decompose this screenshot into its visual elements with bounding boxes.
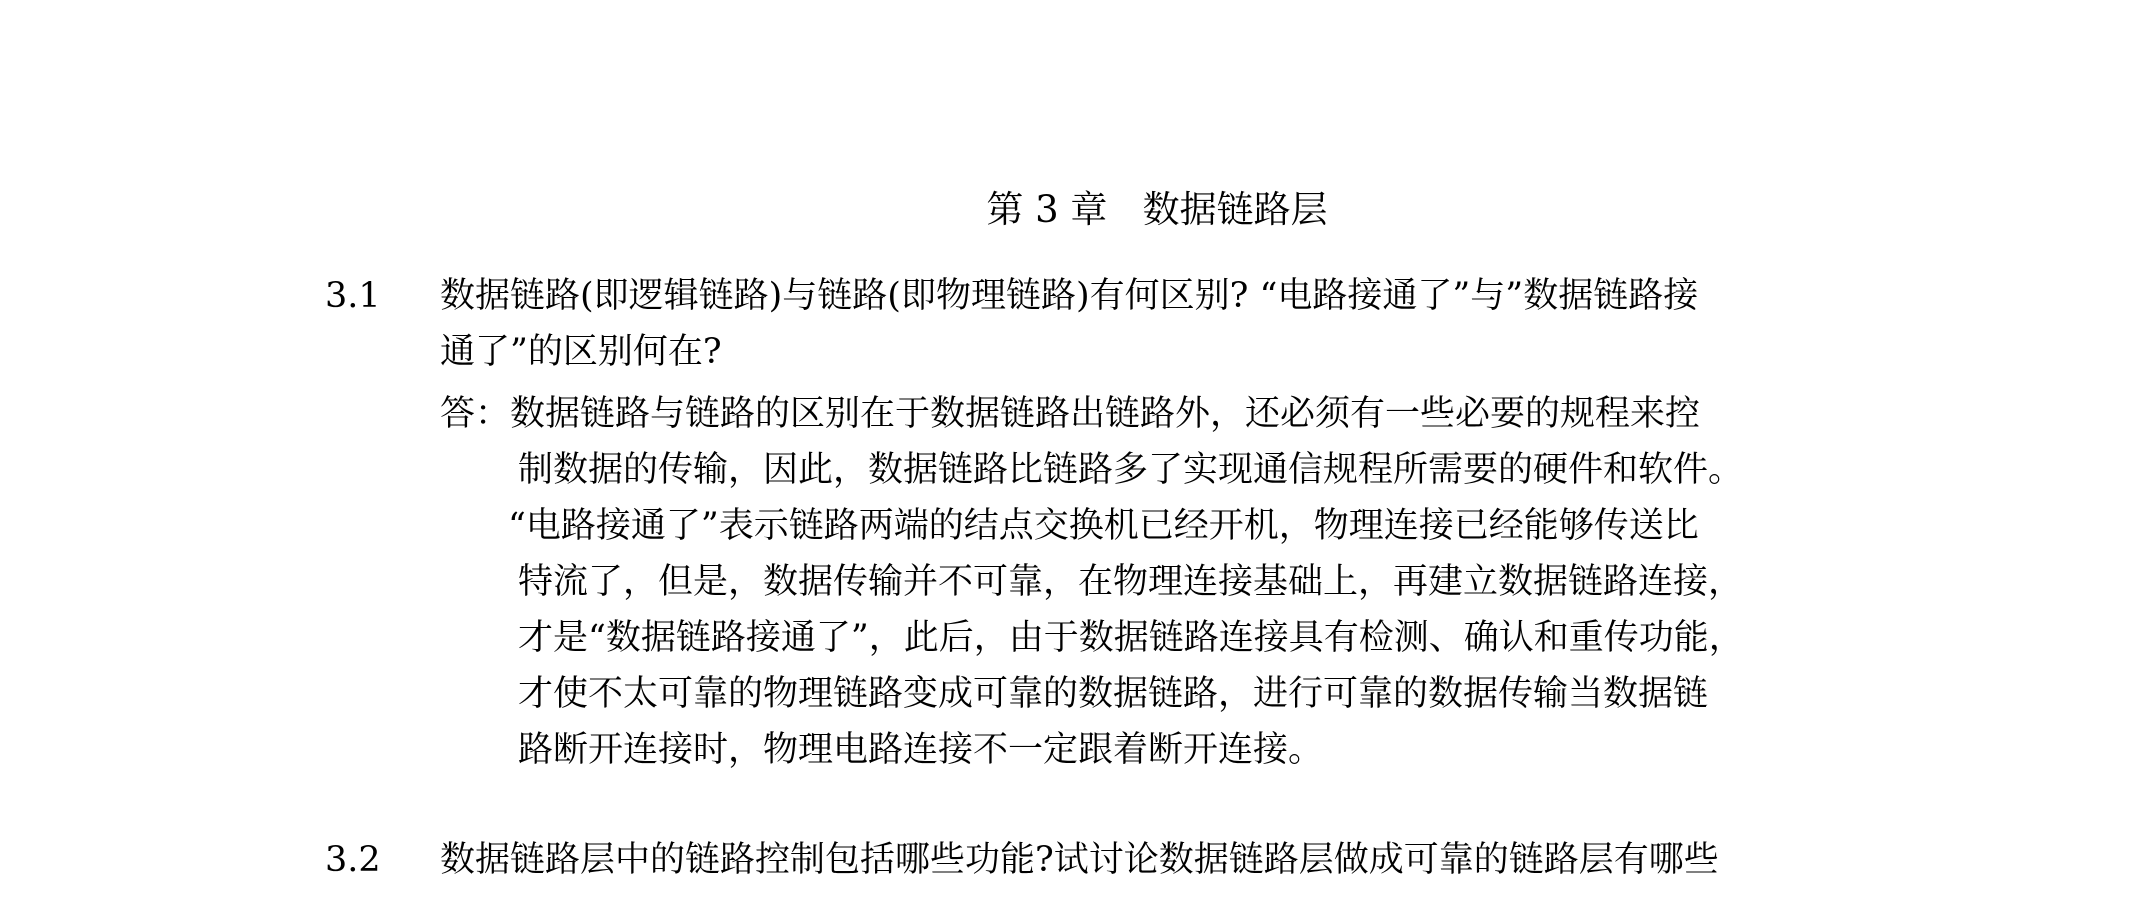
answer-line: 特流了，但是，数据传输并不可靠，在物理连接基础上，再建立数据链路连接， (518, 562, 1744, 602)
answer-line: 才使不太可靠的物理链路变成可靠的数据链路，进行可靠的数据传输当数据链 (518, 674, 1709, 714)
question-number: 3.2 (325, 840, 381, 880)
question-line: 通了”的区别何在? (440, 332, 722, 372)
answer-line: “电路接通了”表示链路两端的结点交换机已经开机，物理连接已经能够传送比 (508, 506, 1699, 546)
chapter-title: 第 3 章 数据链路层 (986, 188, 1328, 231)
answer-line: 制数据的传输，因此，数据链路比链路多了实现通信规程所需要的硬件和软件。 (518, 450, 1744, 490)
question-text (440, 268, 1860, 380)
answer-line: 答：数据链路与链路的区别在于数据链路出链路外，还必须有一些必要的规程来控 (440, 394, 1701, 434)
question-number: 3.1 (325, 276, 381, 316)
answer-text (440, 386, 1880, 778)
answer-line: 路断开连接时，物理电路连接不一定跟着断开连接。 (518, 730, 1324, 770)
question-line: 数据链路(即逻辑链路)与链路(即物理链路)有何区别? “电路接通了”与”数据链路接 (440, 276, 1699, 316)
question-text (440, 832, 1860, 888)
answer-line: 才是“数据链路接通了”，此后，由于数据链路连接具有检测、确认和重传功能， (518, 618, 1744, 658)
question-line: 数据链路层中的链路控制包括哪些功能?试讨论数据链路层做成可靠的链路层有哪些 (440, 840, 1719, 880)
